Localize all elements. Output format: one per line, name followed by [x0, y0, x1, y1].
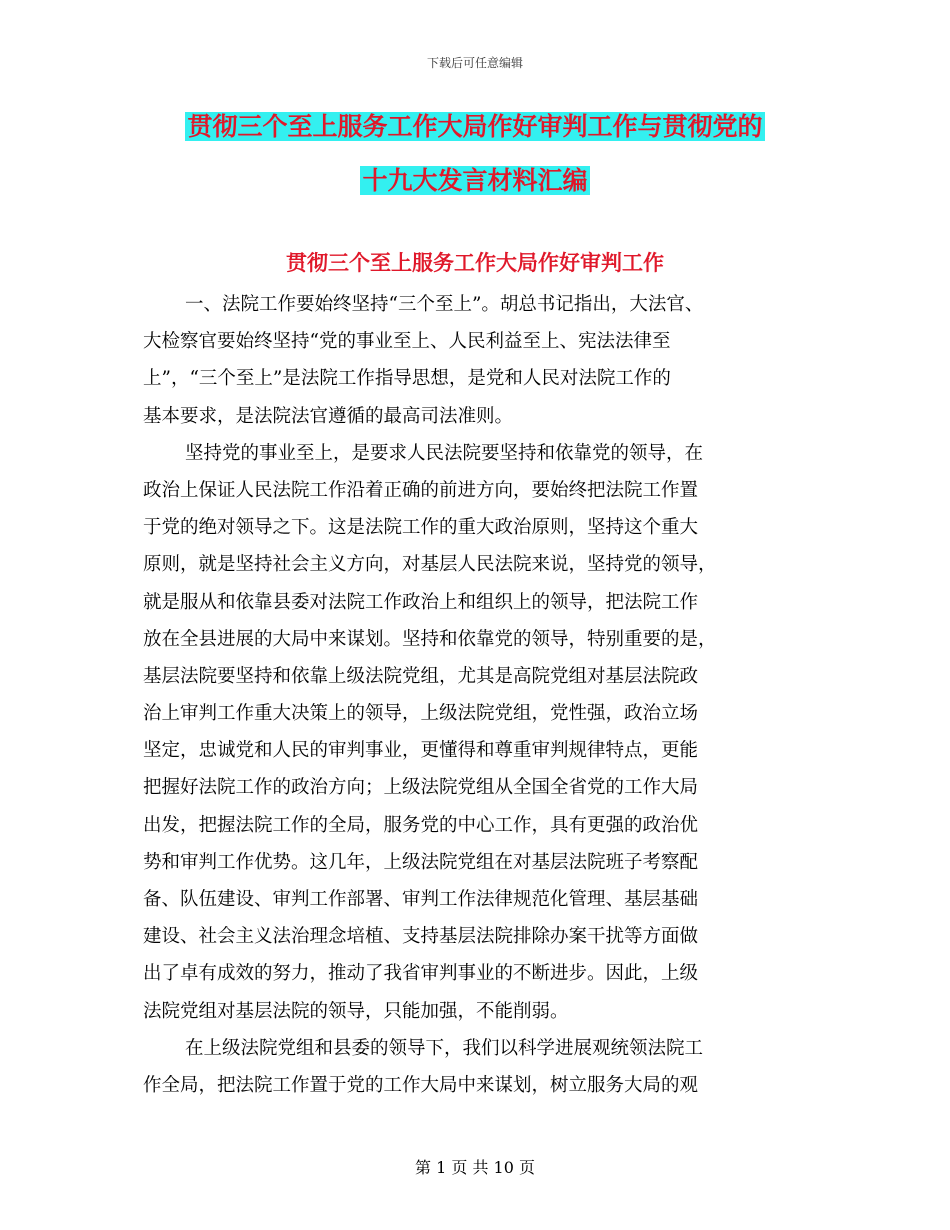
section-title: 贯彻三个至上服务工作大局作好审判工作 — [286, 251, 664, 275]
paragraph-line: 在上级法院党组和县委的领导下，我们以科学进展观统领法院工 — [185, 1037, 704, 1059]
paragraph-line: 建设、社会主义法治理念培植、支持基层法院排除办案干扰等方面做 — [143, 926, 699, 948]
paragraph-line: 出发，把握法院工作的全局，服务党的中心工作，具有更强的政治优 — [143, 814, 699, 836]
paragraph-line: 势和审判工作优势。这几年，上级法院党组在对基层法院班子考察配 — [143, 851, 699, 873]
paragraph-line: 基层法院要坚持和依靠上级法院党组，尤其是高院党组对基层法院政 — [143, 665, 699, 687]
document-title — [0, 108, 950, 216]
paragraph-line: 出了卓有成效的努力，推动了我省审判事业的不断进步。因此，上级 — [143, 963, 699, 985]
title-line-1: 贯彻三个至上服务工作大局作好审判工作与贯彻党的 — [187, 112, 763, 141]
paragraph-line: 上”，“三个至上”是法院工作指导思想，是党和人民对法院工作的 — [143, 368, 671, 390]
body-text — [143, 286, 813, 1104]
paragraph-line: 基本要求，是法院法官遵循的最高司法准则。 — [143, 405, 514, 427]
paragraph-line: 大检察官要始终坚持“党的事业至上、人民利益至上、宪法法律至 — [143, 331, 671, 353]
paragraph-line: 治上审判工作重大决策上的领导，上级法院党组，党性强，政治立场 — [143, 703, 699, 725]
paragraph-line: 把握好法院工作的政治方向；上级法院党组从全国全省党的工作大局 — [143, 777, 699, 799]
title-line-2: 十九大发言材料汇编 — [362, 166, 588, 195]
paragraph-line: 备、队伍建设、审判工作部署、审判工作法律规范化管理、基层基础 — [143, 889, 699, 910]
paragraph-line: 坚定，忠诚党和人民的审判事业，更懂得和尊重审判规律特点，更能 — [143, 740, 699, 762]
page-footer: 第 1 页 共 10 页 — [415, 1158, 535, 1177]
page-header-note: 下载后可任意编辑 — [426, 56, 523, 70]
paragraph-line: 政治上保证人民法院工作沿着正确的前进方向，要始终把法院工作置 — [143, 479, 699, 501]
paragraph-line: 作全局，把法院工作置于党的工作大局中来谋划，树立服务大局的观 — [143, 1074, 699, 1096]
paragraph-line: 放在全县进展的大局中来谋划。坚持和依靠党的领导，特别重要的是， — [143, 628, 717, 650]
paragraph-line: 一、法院工作要始终坚持“三个至上”。胡总书记指出，大法官、 — [185, 294, 704, 315]
paragraph-line: 坚持党的事业至上，是要求人民法院要坚持和依靠党的领导，在 — [185, 442, 704, 464]
paragraph-line: 于党的绝对领导之下。这是法院工作的重大政治原则，坚持这个重大 — [143, 517, 699, 539]
paragraph-line: 就是服从和依靠县委对法院工作政治上和组织上的领导，把法院工作 — [143, 591, 699, 613]
paragraph-line: 原则，就是坚持社会主义方向，对基层人民法院来说，坚持党的领导， — [143, 554, 717, 576]
paragraph-line: 法院党组对基层法院的领导，只能加强，不能削弱。 — [143, 1000, 569, 1022]
